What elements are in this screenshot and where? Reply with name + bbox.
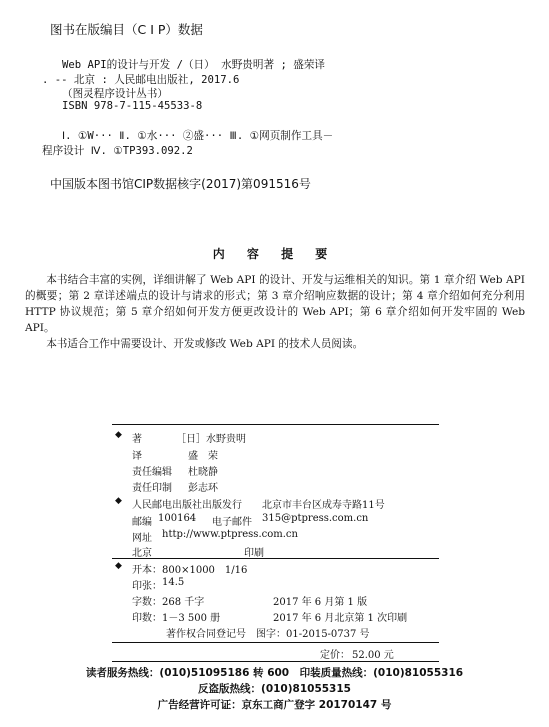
copyright-registration: 著作权合同登记号 图字：01-2015-0737 号 [166,629,370,640]
cip-data-number: 中国版本图书馆CIP数据核字(2017)第091516号 [50,177,311,191]
author-role: 著 [132,434,142,445]
translator-role: 译 [132,451,142,462]
cip-series-line: （图灵程序设计丛书） [62,88,168,100]
website-label: 网址 [132,533,152,544]
website-link[interactable]: http://www.ptpress.com.cn [162,529,298,540]
summary-title: 内 容 提 要 [212,247,337,261]
edition-info: 2017 年 6 月第 1 版 [273,597,368,608]
cip-classification-line: Ⅰ. ①W··· Ⅱ. ①水··· ②盛··· Ⅲ. ①网页制作工具－ [62,130,334,142]
copies-value: 1－3 500 册 [162,613,221,624]
cip-classification-line-2: 程序设计 Ⅳ. ①TP393.092.2 [42,145,193,157]
summary-paragraph-2: 本书适合工作中需要设计、开发或修改 Web API 的技术人员阅读。 [46,338,364,350]
sheets-label: 印张： [132,581,162,592]
format-label: 开本： [132,565,162,576]
ad-license: 广告经营许可证：京东工商广登字 20170147 号 [157,699,392,711]
printing-info: 2017 年 6 月北京第 1 次印刷 [273,613,408,624]
cip-isbn-line: ISBN 978-7-115-45533-8 [62,100,203,112]
words-label: 字数： [132,597,162,608]
reader-service-hotline: 读者服务热线：(010)51095186 转 600 印装质量热线：(010)81055316 [85,667,464,679]
printer-role: 责任印制 [132,483,172,494]
cip-heading: 图书在版编目（C I P）数据 [50,22,203,37]
translator-name: 盛 荣 [188,451,218,462]
price-rule [112,661,439,662]
copies-label: 印数： [132,613,162,624]
editor-role: 责任编辑 [132,467,172,478]
bullet-diamond-icon: ◆ [115,430,122,440]
price-label: 定价： [320,650,350,661]
price-value: 52.00 元 [352,650,394,661]
cip-publisher-line: . -- 北京 : 人民邮电出版社, 2017.6 [42,74,240,86]
postcode-label: 邮编 [132,517,152,528]
print-label: 印刷 [244,548,264,559]
publisher-address: 北京市丰台区成寿寺路11号 [262,500,385,511]
editor-name: 杜晓静 [188,467,218,478]
postcode-value: 100164 [158,513,197,524]
antipiracy-hotline: 反盗版热线：(010)81055315 [198,683,351,695]
colophon-top-rule [112,424,439,425]
publisher-name: 人民邮电出版社出版发行 [132,500,242,511]
summary-paragraph-1: 本书结合丰富的实例，详细讲解了 Web API 的设计、开发与运维相关的知识。第 1 章介绍 Web API 的概要；第 2 章详述端点的设计与请求的形式；第 3 章介绍响应数据的设计；第 4 章介绍如何充分利用 HTTP 协议规范；第 5 章介绍如何开发方便更改设计的 Web API；第 6 章介绍如何开发牢固的 Web API。 [25,274,525,334]
words-value: 268 千字 [162,597,205,608]
cip-title-line: Web API的设计与开发 /（日） 水野贵明著 ; 盛荣译 [62,59,326,71]
print-city: 北京 [132,548,152,559]
printer-name: 彭志环 [188,483,218,494]
sheets-value: 14.5 [162,577,185,588]
email-label: 电子邮件 [212,517,252,528]
email-value[interactable]: 315@ptpress.com.cn [262,513,369,524]
colophon-mid-rule [112,558,439,559]
bullet-diamond-icon: ◆ [115,561,122,571]
author-name: ［日］水野贵明 [176,434,246,445]
format-value: 800×1000 1/16 [162,565,248,576]
colophon-bottom-rule [112,642,439,643]
bullet-diamond-icon: ◆ [115,496,122,506]
